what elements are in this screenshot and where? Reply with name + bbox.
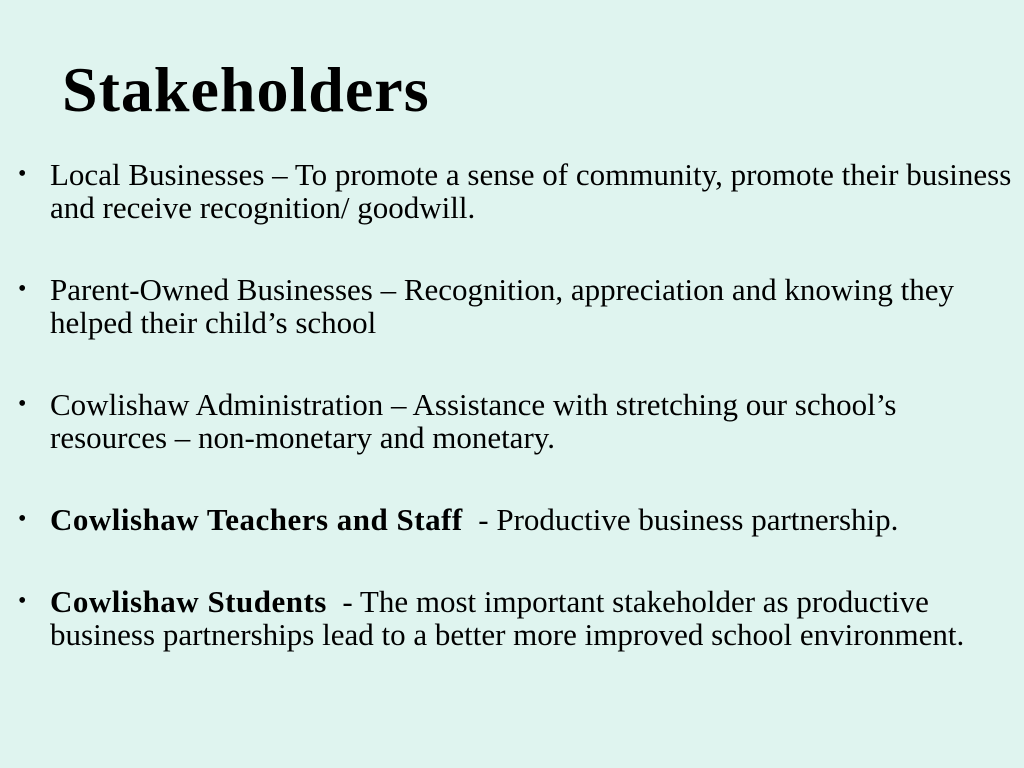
bullet-item-administration [18,388,1018,454]
bullet-item-students [18,585,1018,651]
bullet-icon: • [18,276,27,302]
bullet-icon: • [18,506,27,532]
bullet-text: Parent-Owned Businesses – Recognition, appreciation and knowing they helped their child’s school [50,272,954,340]
bullet-text: Cowlishaw Administration – Assistance with stretching our school’s resources – non-monetary and monetary. [50,387,897,455]
bullet-icon: • [18,391,27,417]
bullet-list [18,158,1018,700]
bullet-lead: Cowlishaw Teachers and Staff [50,502,463,537]
slide-title: Stakeholders [62,54,430,125]
bullet-item-local-businesses [18,158,1018,224]
bullet-lead: Cowlishaw Students [50,584,327,619]
bullet-icon: • [18,588,27,614]
bullet-icon: • [18,161,27,187]
bullet-text: - Productive business partnership. [462,502,899,537]
bullet-text: - The most important stakeholder as productive business partnerships lead to a better more improved school environment. [50,584,965,652]
bullet-item-parent-owned-businesses [18,273,1018,339]
bullet-text: Local Businesses – To promote a sense of community, promote their business and receive recognition/ goodwill. [50,157,1012,225]
bullet-item-teachers-staff [18,503,1018,536]
